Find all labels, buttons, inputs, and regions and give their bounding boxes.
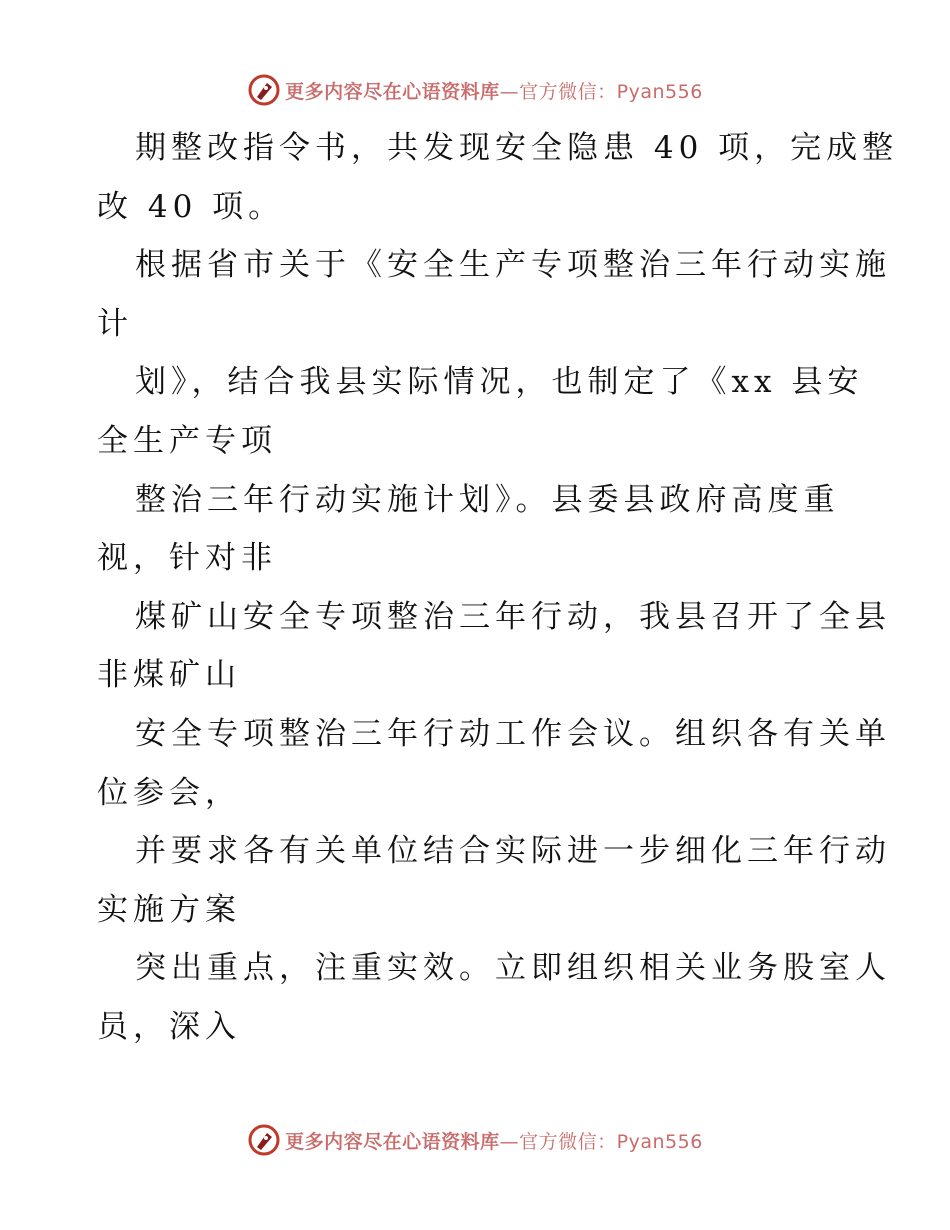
watermark-wechat: 官方微信：Pyan556 <box>519 80 703 103</box>
text-line: 计 <box>97 305 133 342</box>
text-line: 煤矿山安全专项整治三年行动，我县召开了全县 <box>135 598 891 635</box>
watermark-main: 更多内容尽在心语资料库 <box>285 80 500 103</box>
header-watermark <box>0 70 950 110</box>
text-line: 根据省市关于《安全生产专项整治三年行动实施 <box>135 247 891 284</box>
text-line: 整治三年行动实施计划》。县委县政府高度重 <box>135 481 840 518</box>
text-line: 视，针对非 <box>97 540 277 577</box>
document-body <box>97 119 899 1057</box>
pen-nib-circle-icon <box>247 1123 281 1157</box>
text-line: 员，深入 <box>97 1008 241 1045</box>
watermark-main: 更多内容尽在心语资料库 <box>285 1130 500 1153</box>
text-line: 实施方案 <box>97 891 241 928</box>
text-line: 突出重点，注重实效。立即组织相关业务股室人 <box>135 950 891 987</box>
watermark-text <box>285 1127 703 1154</box>
text-line: 期整改指令书，共发现安全隐患 40 项，完成整 <box>135 130 899 166</box>
watermark-dash: — <box>499 80 520 103</box>
footer-watermark <box>0 1120 950 1160</box>
text-line: 全生产专项 <box>97 422 277 459</box>
text-line: 并要求各有关单位结合实际进一步细化三年行动 <box>135 833 891 870</box>
watermark-wechat: 官方微信：Pyan556 <box>519 1130 703 1153</box>
text-line: 非煤矿山 <box>97 657 241 694</box>
text-line: 改 40 项。 <box>97 188 285 225</box>
text-line: 安全专项整治三年行动工作会议。组织各有关单 <box>135 715 891 752</box>
text-line: 位参会， <box>97 774 241 811</box>
watermark-text <box>285 77 703 104</box>
pen-nib-circle-icon <box>247 73 281 107</box>
text-line: 划》，结合我县实际情况，也制定了《xx 县安 <box>135 364 864 401</box>
watermark-dash: — <box>499 1130 520 1153</box>
